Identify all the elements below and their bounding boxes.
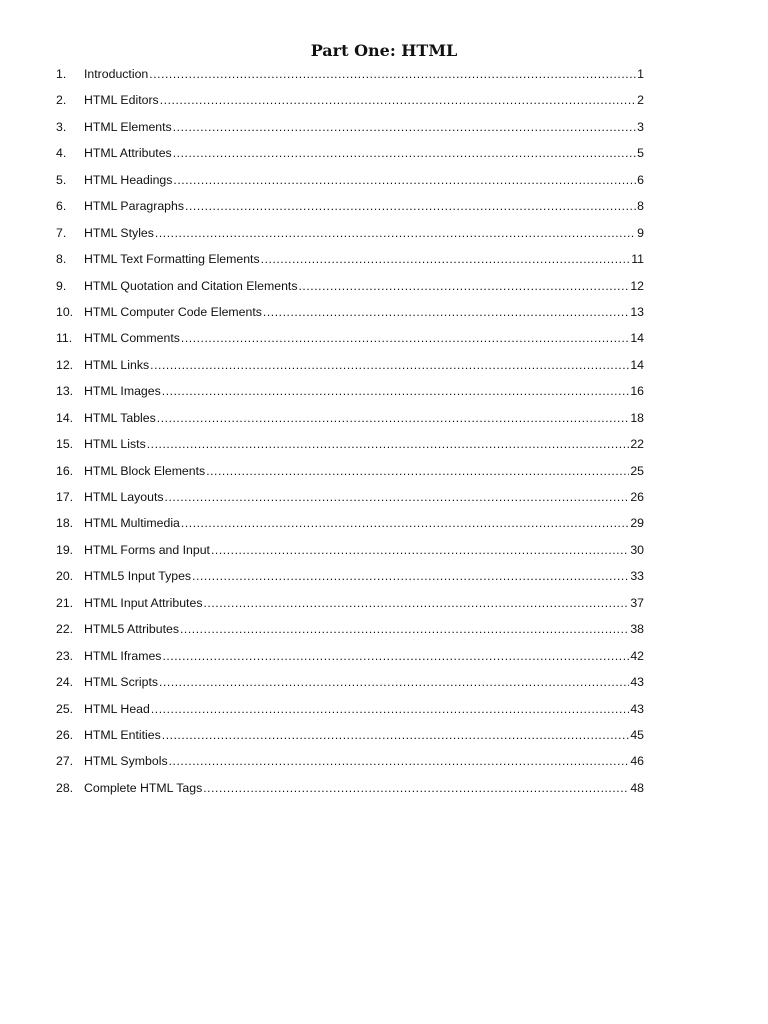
toc-entry[interactable]	[56, 458, 644, 484]
toc-entry-title: HTML Paragraphs	[84, 199, 185, 214]
toc-dot-leader	[203, 590, 629, 616]
toc-entry[interactable]	[56, 431, 644, 457]
toc-entry-title: HTML Styles	[84, 225, 154, 240]
toc-entry-page-number: 16	[630, 384, 644, 399]
toc-dot-leader	[169, 748, 630, 774]
toc-entry-page-number: 6	[637, 172, 644, 187]
toc-entry-title: HTML Links	[84, 357, 150, 372]
toc-entry-title: HTML Images	[84, 384, 161, 399]
toc-entry-title: HTML Quotation and Citation Elements	[84, 278, 298, 293]
toc-entry[interactable]	[56, 616, 644, 642]
toc-dot-leader	[261, 246, 631, 272]
toc-entry-number: 21.	[56, 595, 74, 610]
toc-dot-leader	[155, 220, 636, 246]
toc-entry[interactable]	[56, 220, 644, 246]
toc-entry[interactable]	[56, 193, 644, 219]
toc-entry-title: HTML Attributes	[84, 146, 172, 161]
toc-entry[interactable]	[56, 537, 644, 563]
toc-entry[interactable]	[56, 352, 644, 378]
toc-dot-leader	[162, 378, 630, 404]
toc-entry-title: HTML Symbols	[84, 754, 168, 769]
toc-entry[interactable]	[56, 378, 644, 404]
toc-entry-number: 4.	[56, 146, 67, 161]
toc-entry-number: 20.	[56, 569, 74, 584]
toc-dot-leader	[157, 405, 630, 431]
toc-entry[interactable]	[56, 273, 644, 299]
toc-entry-title: HTML Multimedia	[84, 516, 180, 531]
toc-dot-leader	[206, 458, 629, 484]
toc-entry[interactable]	[56, 167, 644, 193]
toc-entry-number: 10.	[56, 304, 74, 319]
toc-entry[interactable]	[56, 590, 644, 616]
toc-entry-page-number: 48	[630, 780, 644, 795]
toc-entry-number: 5.	[56, 172, 67, 187]
toc-entry-page-number: 1	[637, 67, 644, 81]
toc-entry-number: 2.	[56, 93, 67, 108]
toc-entry-page-number: 12	[630, 278, 644, 293]
toc-entry-title: HTML Tables	[84, 410, 156, 425]
toc-entry-title: HTML Forms and Input	[84, 542, 210, 557]
toc-entry-page-number: 45	[630, 727, 644, 742]
toc-entry[interactable]	[56, 140, 644, 166]
toc-entry[interactable]	[56, 114, 644, 140]
toc-entry-page-number: 18	[630, 410, 644, 425]
table-of-contents	[56, 61, 644, 801]
toc-entry-number: 14.	[56, 410, 74, 425]
toc-entry-title: HTML Entities	[84, 727, 161, 742]
toc-entry-page-number: 43	[630, 675, 644, 690]
toc-entry-page-number: 37	[630, 595, 644, 610]
toc-entry-page-number: 43	[630, 701, 644, 716]
toc-dot-leader	[298, 273, 629, 299]
toc-entry-title: HTML Iframes	[84, 648, 162, 663]
toc-entry-number: 27.	[56, 754, 74, 769]
toc-entry-title: HTML Lists	[84, 437, 146, 452]
toc-entry-page-number: 22	[630, 437, 644, 452]
toc-dot-leader	[181, 325, 629, 351]
toc-entry-number: 16.	[56, 463, 74, 478]
toc-dot-leader	[173, 140, 636, 166]
toc-entry-page-number: 5	[637, 146, 644, 161]
toc-entry-number: 9.	[56, 278, 67, 293]
toc-entry-title: HTML Input Attributes	[84, 595, 203, 610]
toc-entry-number: 1.	[56, 67, 67, 81]
toc-entry[interactable]	[56, 484, 644, 510]
page-title: Part One: HTML	[310, 41, 458, 60]
toc-entry[interactable]	[56, 61, 644, 87]
toc-entry-page-number: 8	[637, 199, 644, 214]
toc-entry-title: Introduction	[84, 67, 149, 81]
toc-entry-page-number: 25	[630, 463, 644, 478]
toc-entry-number: 15.	[56, 437, 74, 452]
toc-dot-leader	[147, 431, 630, 457]
toc-entry-title: HTML Comments	[84, 331, 180, 346]
toc-entry-page-number: 13	[630, 304, 644, 319]
toc-entry-title: HTML Head	[84, 701, 150, 716]
toc-entry-page-number: 38	[630, 622, 644, 637]
toc-entry-number: 12.	[56, 357, 74, 372]
toc-entry-title: HTML5 Attributes	[84, 622, 179, 637]
toc-entry-title: HTML Layouts	[84, 490, 164, 504]
toc-dot-leader	[180, 616, 629, 642]
toc-entry[interactable]	[56, 87, 644, 113]
toc-entry[interactable]	[56, 748, 644, 774]
toc-dot-leader	[203, 775, 629, 801]
toc-entry[interactable]	[56, 299, 644, 325]
toc-entry-title: HTML Elements	[84, 119, 172, 134]
toc-dot-leader	[149, 61, 636, 87]
toc-entry-number: 8.	[56, 252, 67, 267]
toc-entry-title: HTML Headings	[84, 172, 173, 187]
toc-entry-page-number: 42	[630, 648, 644, 663]
toc-entry-number: 28.	[56, 780, 74, 795]
toc-entry-number: 24.	[56, 675, 74, 690]
toc-entry-number: 6.	[56, 199, 67, 214]
toc-dot-leader	[162, 643, 629, 669]
toc-entry-number: 26.	[56, 727, 74, 742]
toc-entry-number: 11.	[56, 331, 73, 346]
toc-dot-leader	[185, 193, 636, 219]
toc-entry[interactable]	[56, 775, 644, 801]
toc-dot-leader	[192, 563, 629, 589]
toc-entry-title: HTML5 Input Types	[84, 569, 192, 584]
toc-entry-title: HTML Editors	[84, 93, 159, 108]
toc-entry-number: 18.	[56, 516, 74, 531]
toc-dot-leader	[162, 722, 630, 748]
toc-entry-page-number: 11	[631, 252, 644, 267]
toc-entry-page-number: 30	[630, 542, 644, 557]
toc-entry[interactable]	[56, 246, 644, 272]
toc-entry-number: 3.	[56, 119, 67, 134]
toc-entry[interactable]	[56, 405, 644, 431]
toc-entry-page-number: 2	[637, 93, 644, 108]
toc-dot-leader	[173, 167, 636, 193]
toc-entry-number: 17.	[56, 490, 74, 504]
toc-entry-page-number: 14	[630, 331, 644, 346]
toc-entry-page-number: 26	[630, 490, 644, 504]
toc-dot-leader	[159, 669, 629, 695]
toc-entry[interactable]	[56, 510, 644, 536]
toc-entry-number: 23.	[56, 648, 74, 663]
toc-entry-page-number: 3	[637, 119, 644, 134]
toc-entry-page-number: 46	[630, 754, 644, 769]
toc-entry-number: 7.	[56, 225, 67, 240]
toc-entry[interactable]	[56, 643, 644, 669]
toc-entry-title: HTML Text Formatting Elements	[84, 252, 260, 267]
toc-entry-page-number: 29	[630, 516, 644, 531]
toc-dot-leader	[165, 484, 630, 510]
toc-entry-page-number: 9	[637, 225, 644, 240]
toc-dot-leader	[150, 352, 629, 378]
toc-entry-title: HTML Block Elements	[84, 463, 206, 478]
toc-entry-page-number: 33	[630, 569, 644, 584]
toc-entry-number: 13.	[56, 384, 74, 399]
toc-entry[interactable]	[56, 563, 644, 589]
toc-entry-title: Complete HTML Tags	[84, 780, 203, 795]
toc-dot-leader	[160, 87, 636, 113]
toc-entry-number: 25.	[56, 701, 74, 716]
toc-dot-leader	[211, 537, 629, 563]
toc-dot-leader	[173, 114, 636, 140]
toc-entry-title: HTML Computer Code Elements	[84, 304, 262, 319]
toc-entry[interactable]	[56, 325, 644, 351]
toc-entry[interactable]	[56, 722, 644, 748]
toc-dot-leader	[263, 299, 629, 325]
toc-dot-leader	[181, 510, 629, 536]
toc-entry[interactable]	[56, 669, 644, 695]
toc-entry-title: HTML Scripts	[84, 675, 159, 690]
toc-dot-leader	[151, 696, 629, 722]
toc-entry-number: 22.	[56, 622, 74, 637]
toc-entry-number: 19.	[56, 542, 74, 557]
toc-entry[interactable]	[56, 696, 644, 722]
toc-entry-page-number: 14	[630, 357, 644, 372]
